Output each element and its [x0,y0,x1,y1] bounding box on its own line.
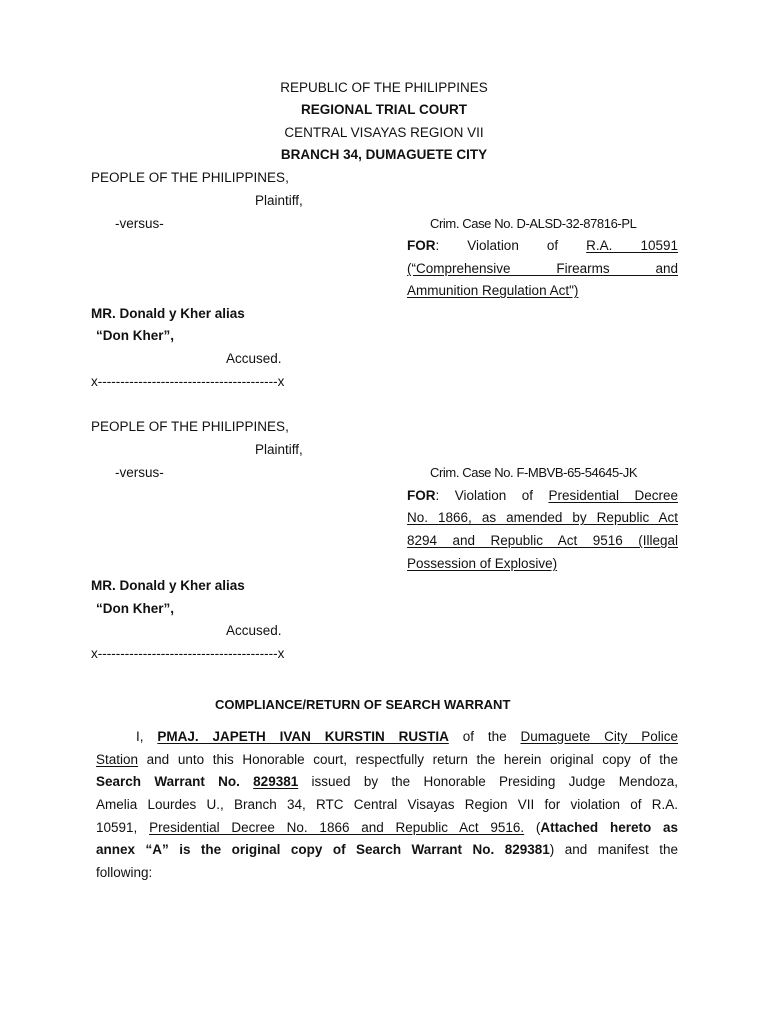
case2-party: PEOPLE OF THE PHILIPPINES, [91,419,289,434]
header-republic: REPUBLIC OF THE PHILIPPINES [280,80,488,95]
body-line-4: Amelia Lourdes U., Branch 34, RTC Central Visayas Region VII for violation of R.A. [96,797,678,812]
body-line-2 [96,752,678,767]
case1-for-line-1 [407,238,678,253]
law-references: Presidential Decree No. 1866 and Republic Act 9516. [149,820,525,835]
case2-versus: -versus- [115,465,164,480]
case2-for-line-4 [407,556,557,571]
case1-for-text: : Violation of [435,238,587,253]
body-line-3-text: issued by the Honorable Presiding Judge Mendoza, [298,774,678,789]
body-line-5 [96,820,678,835]
officer-name: PMAJ. JAPETH IVAN KURSTIN RUSTIA [157,729,449,744]
body-line-5-text: 10591, [96,820,150,835]
case1-law-title: (“Comprehensive Firearms and [407,261,678,276]
body-line-2-text: and unto this Honorable court, respectfully return the herein original copy of the [138,752,678,767]
case2-plaintiff-label: Plaintiff, [255,442,303,457]
case2-accused-name: MR. Donald y Kher alias [91,578,245,593]
station-name-cont: Station [96,752,139,767]
case1-law-title-cont: Ammunition Regulation Act") [407,283,579,298]
case2-for-line-1 [407,488,678,503]
case1-law-ref: R.A. 10591 [586,238,679,253]
case1-accused-name: MR. Donald y Kher alias [91,306,245,321]
header-region: CENTRAL VISAYAS REGION VII [284,125,484,140]
case1-for-label: FOR [407,238,436,253]
case1-case-number: Crim. Case No. D-ALSD-32-87816-PL [430,216,637,231]
body-line-6-text: ) and manifest the [549,842,678,857]
case2-for-line-2 [407,510,678,525]
case1-plaintiff-label: Plaintiff, [255,193,303,208]
case1-separator: x----------------------------------------x [91,374,285,389]
body-of: of the [448,729,521,744]
case2-law-ref: Presidential Decree [548,488,678,503]
body-line-1 [96,729,678,744]
warrant-number: 829381 [253,774,299,789]
case1-party: PEOPLE OF THE PHILIPPINES, [91,170,289,185]
annex-note-cont: annex “A” is the original copy of Search Warrant No. 829381 [96,842,550,857]
case1-accused-label: Accused. [226,351,282,366]
case2-accused-alias: “Don Kher”, [96,601,175,616]
case2-for-line-3 [407,533,678,548]
case1-for-line-2 [407,261,678,276]
case2-law-ref-cont-2: 8294 and Republic Act 9516 (Illegal [407,533,678,548]
body-line-7: following: [96,865,153,880]
body-intro: I, [136,729,158,744]
case1-accused-alias: “Don Kher”, [96,328,175,343]
case2-law-ref-cont-3: Possession of Explosive) [407,556,558,571]
header-branch: BRANCH 34, DUMAGUETE CITY [280,147,488,162]
document-title: COMPLIANCE/RETURN OF SEARCH WARRANT [215,697,511,712]
station-name: Dumaguete City Police [520,729,678,744]
case2-for-label: FOR [407,488,436,503]
case1-versus: -versus- [115,216,164,231]
body-line-3 [96,774,678,789]
annex-note: Attached hereto as [540,820,678,835]
paren-open: ( [524,820,541,835]
warrant-label: Search Warrant No. [96,774,254,789]
body-line-6 [96,842,678,857]
case2-accused-label: Accused. [226,623,282,638]
header-court: REGIONAL TRIAL COURT [300,102,467,117]
case2-for-text: : Violation of [435,488,549,503]
case2-law-ref-cont-1: No. 1866, as amended by Republic Act [407,510,678,525]
case2-separator: x----------------------------------------x [91,646,285,661]
case2-case-number: Crim. Case No. F-MBVB-65-54645-JK [430,465,638,480]
case1-for-line-3 [407,283,578,298]
